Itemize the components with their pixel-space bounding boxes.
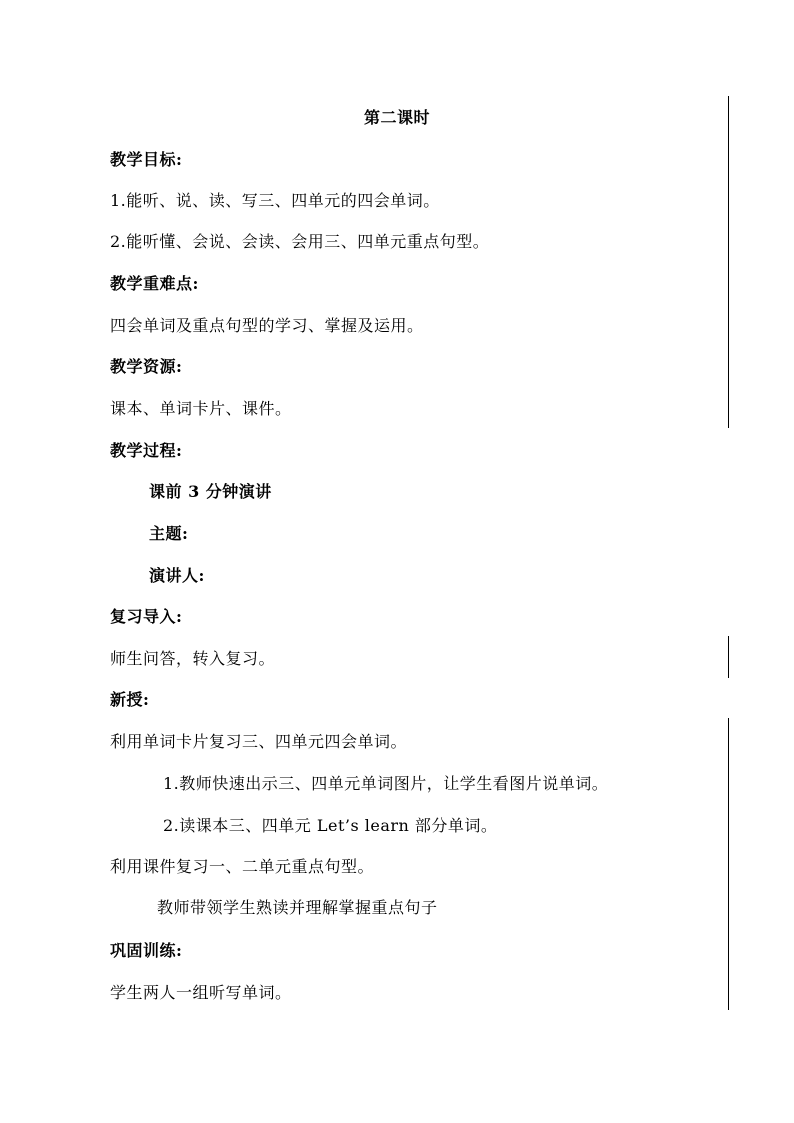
objective-item-2: 2.能听懂、会说、会读、会用三、四单元重点句型。: [110, 232, 490, 251]
new-lesson-text-2: 利用课件复习一、二单元重点句型。: [110, 857, 375, 876]
margin-rule-top: [728, 96, 729, 428]
new-lesson-step-2: 2.读课本三、四单元 Let’s learn 部分单词。: [163, 816, 498, 835]
objectives-heading: 教学目标:: [110, 150, 183, 169]
document-title: 第二课时: [363, 108, 430, 127]
new-lesson-text-1: 利用单词卡片复习三、四单元四会单词。: [110, 732, 408, 751]
review-text: 师生问答，转入复习。: [110, 649, 276, 668]
resources-heading: 教学资源:: [110, 357, 183, 376]
difficulty-heading: 教学重难点:: [110, 274, 199, 293]
speaker-label: 演讲人:: [149, 566, 205, 585]
topic-label: 主题:: [149, 524, 189, 543]
resources-text: 课本、单词卡片、课件。: [110, 399, 292, 418]
new-lesson-heading: 新授:: [110, 690, 150, 709]
objective-item-1: 1.能听、说、读、写三、四单元的四会单词。: [110, 191, 440, 210]
speech-heading: 课前 3 分钟演讲: [149, 482, 272, 501]
margin-rule-middle: [728, 636, 729, 678]
new-lesson-text-3: 教师带领学生熟读并理解掌握重点句子: [157, 898, 438, 917]
practice-heading: 巩固训练:: [110, 941, 183, 960]
difficulty-text: 四会单词及重点句型的学习、掌握及运用。: [110, 316, 424, 335]
margin-rule-bottom: [728, 718, 729, 1010]
new-lesson-step-1: 1.教师快速出示三、四单元单词图片，让学生看图片说单词。: [163, 774, 609, 793]
practice-text: 学生两人一组听写单词。: [110, 983, 292, 1002]
review-heading: 复习导入:: [110, 607, 183, 626]
process-heading: 教学过程:: [110, 441, 183, 460]
